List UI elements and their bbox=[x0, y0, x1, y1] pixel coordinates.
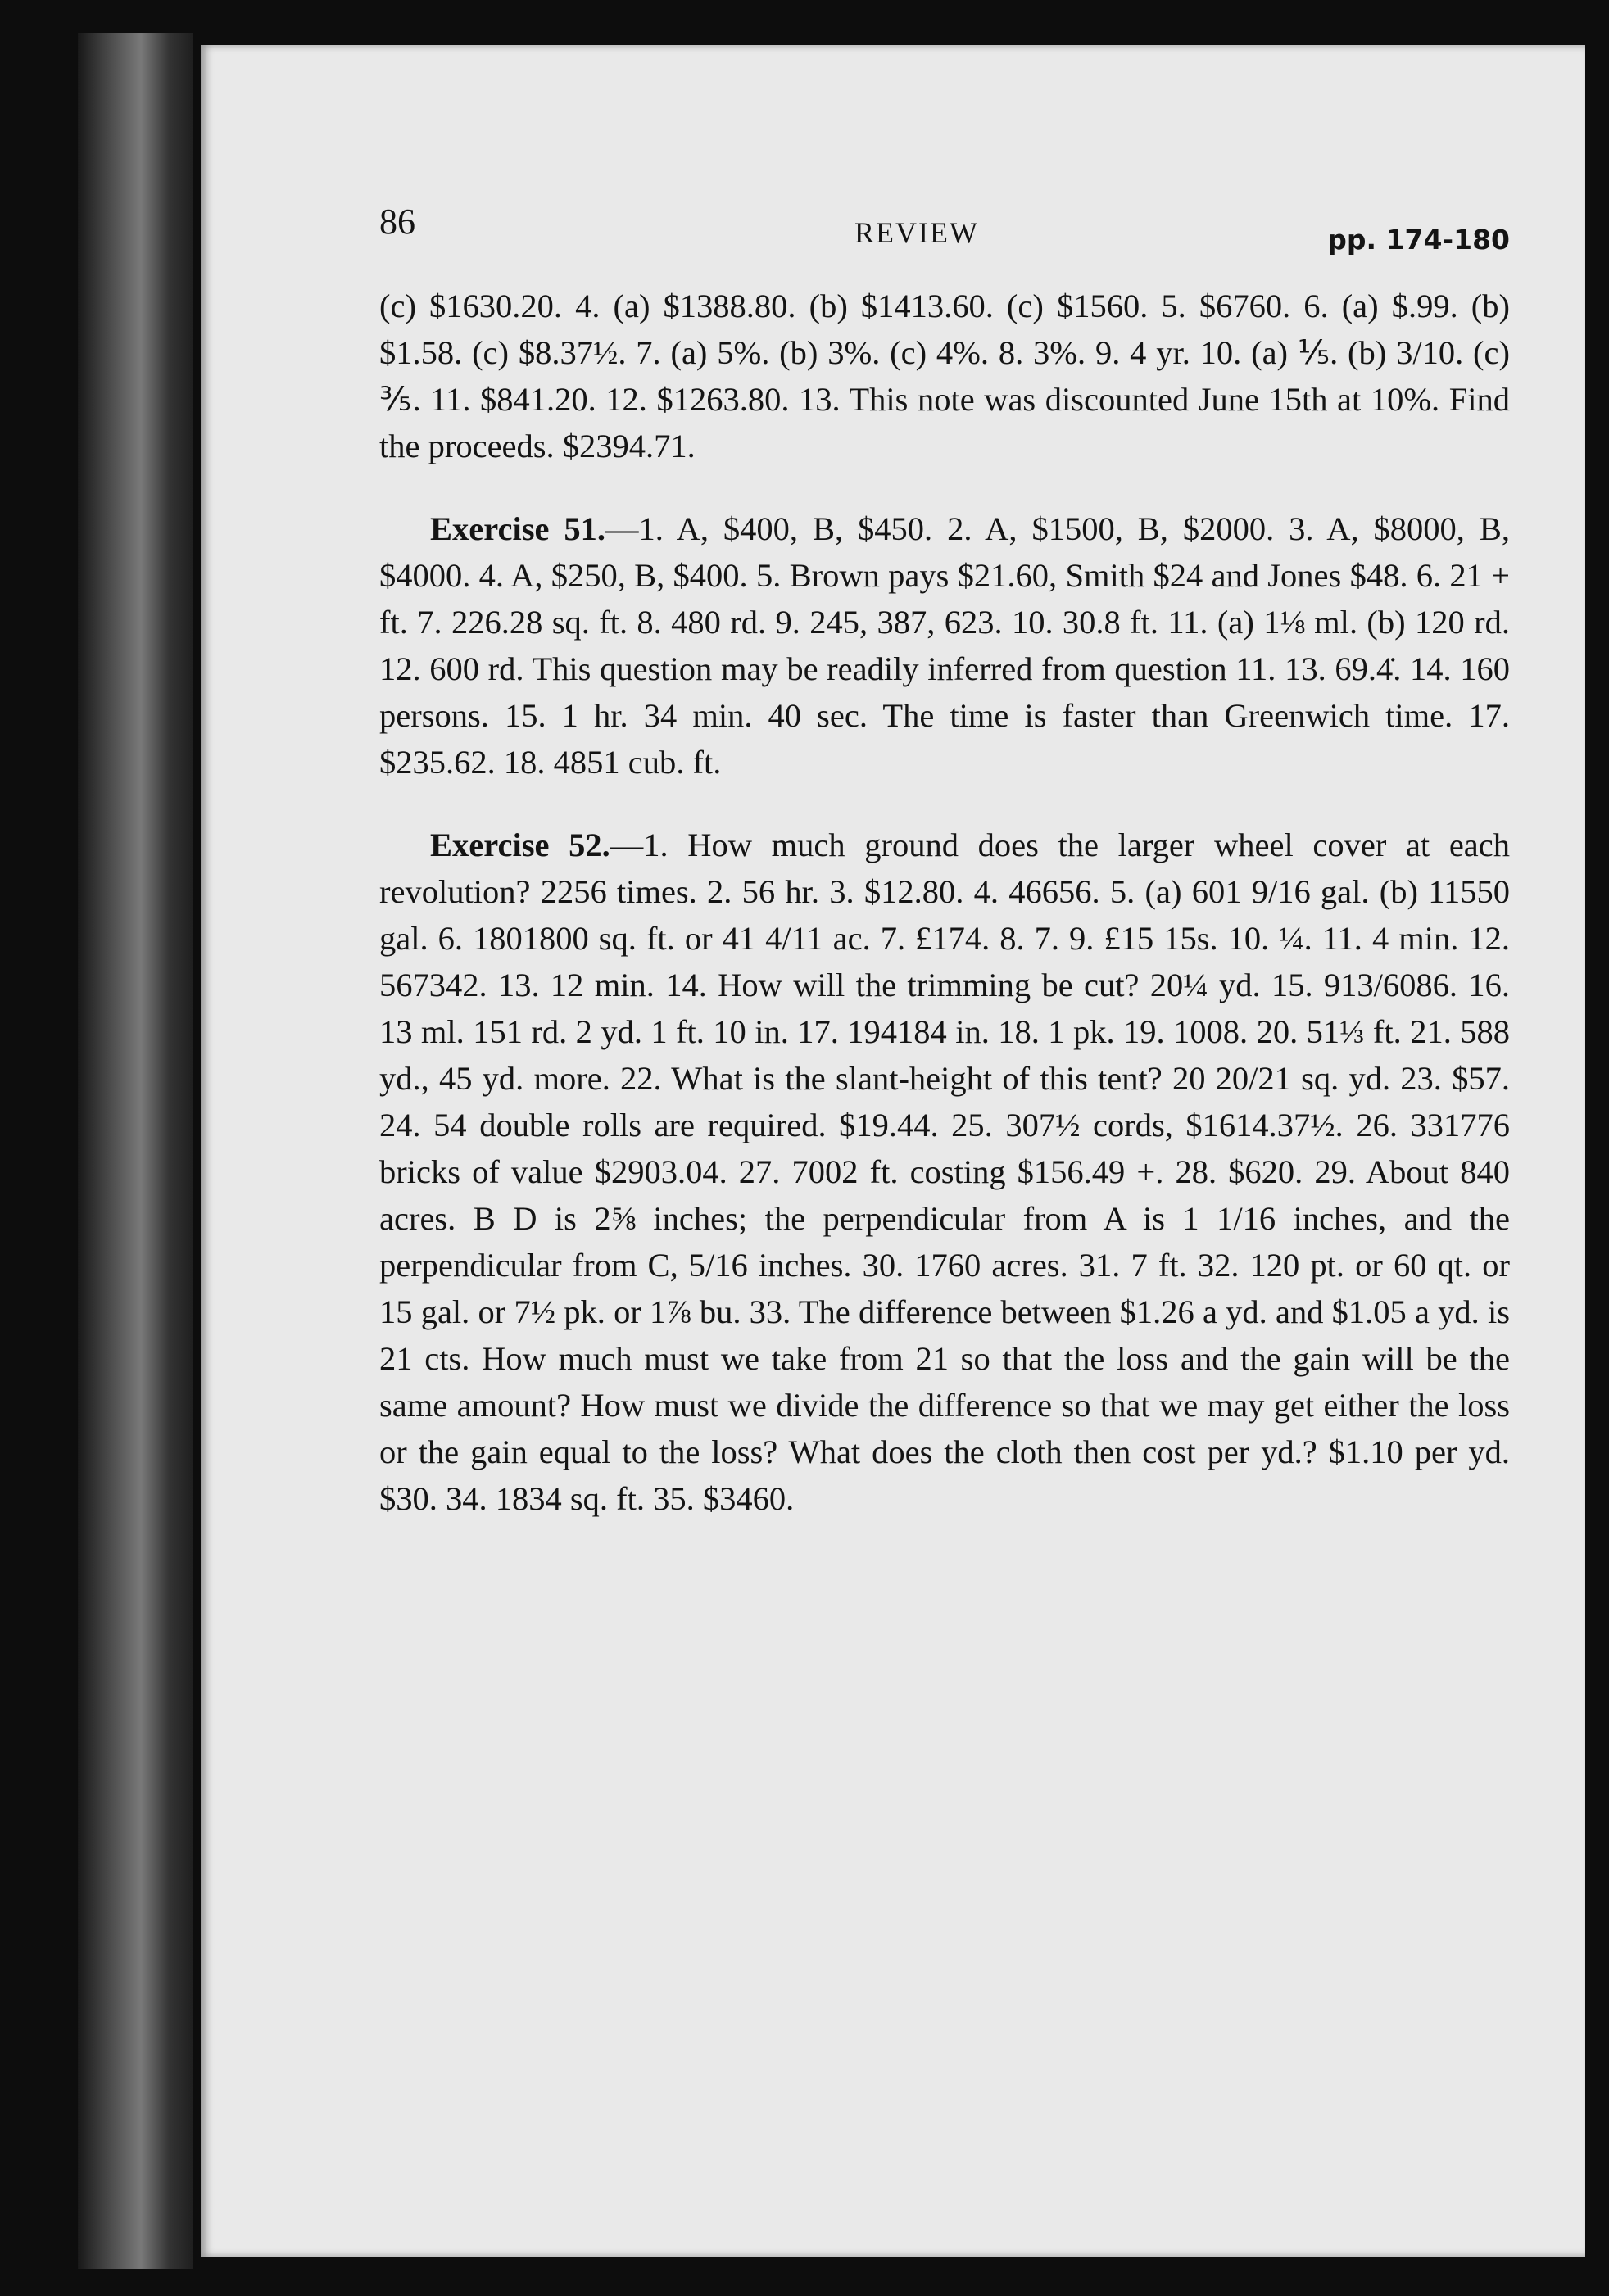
book-spine-edge bbox=[78, 33, 193, 2269]
exercise-52-text: —1. How much ground does the larger wheel cover at each revolution? 2256 times. 2. 56 hr. 3. $12.80. 4. 46656. 5. (a) 601 9/16 gal. (b) 11550 gal. 6. 1801800 sq. ft. or 41 4/11 ac. 7. £174. 8. 7. 9. £15 15s. 10. ¼. 11. 4 min. 12. 567342. 13. 12 min. 14. How will the trimming be cut? 20¼ yd. 15. 913/6086. 16. 13 ml. 151 rd. 2 yd. 1 ft. 10 in. 17. 194184 in. 18. 1 pk. 19. 1008. 20. 51⅓ ft. 21. 588 yd., 45 yd. more. 22. What is the slant-height of this tent? 20 20/21 sq. yd. 23. $57. 24. 54 double rolls are required. $19.44. 25. 307½ cords, $1614.37½. 26. 331776 bricks of value $2903.04. 27. 7002 ft. costing $156.49 +. 28. $620. 29. About 840 acres. B D is 2⅝ inches; the perpendicular from A is 1 1/16 inches, and the perpendicular from C, 5/16 inches. 30. 1760 acres. 31. 7 ft. 32. 120 pt. or 60 qt. or 15 gal. or 7½ pk. or 1⅞ bu. 33. The difference between $1.26 a yd. and $1.05 a yd. is 21 cts. How much must we take from 21 so that the loss and the gain will be the same amount? How must we divide the difference so that we may get either the loss or the gain equal to the loss? What does the cloth then cost per yd.? $1.10 per yd. $30. 34. 1834 sq. ft. 35. $3460. bbox=[379, 826, 1511, 1517]
paragraph-text: (c) $1630.20. 4. (a) $1388.80. (b) $1413.60. (c) $1560. 5. $6760. 6. (a) $.99. (b) $1.58. (c) $8.37½. 7. (a) 5%. (b) 3%. (c) 4%. 8. 3%. 9. 4 yr. 10. (a) ⅕. (b) 3/10. (c) ⅗. 11. $841.20. 12. $1263.80. 13. This note was discounted June 15th at 10%. Find the proceeds. $2394.71. bbox=[379, 288, 1510, 464]
exercise-51-text: —1. A, $400, B, $450. 2. A, $1500, B, $2000. 3. A, $8000, B, $4000. 4. A, $250, B, $400. 5. Brown pays $21.60, Smith $24 and Jones $48. 6. 21 + ft. 7. 226.28 sq. ft. 8. 480 rd. 9. 245, 387, 623. 10. 30.8 ft. 11. (a) 1⅛ ml. (b) 120 rd. 12. 600 rd. This question may be readily inferred from question 11. 13. 69.4̇. 14. 160 persons. 15. 1 hr. 34 min. 40 sec. The time is faster than Greenwich time. 17. $235.62. 18. 4851 cub. ft. bbox=[379, 510, 1510, 781]
answers-paragraph-continued bbox=[379, 283, 1510, 469]
exercise-52-paragraph bbox=[379, 822, 1510, 1522]
exercise-51-paragraph bbox=[379, 505, 1510, 786]
book-page bbox=[201, 45, 1585, 2257]
running-head bbox=[379, 201, 1510, 274]
page-number: 86 bbox=[379, 202, 415, 242]
page-content bbox=[379, 201, 1510, 1522]
running-title: REVIEW bbox=[854, 216, 979, 249]
exercise-51-label: Exercise 51. bbox=[430, 510, 606, 547]
exercise-52-label: Exercise 52. bbox=[430, 826, 610, 863]
page-range: pp. 174-180 bbox=[1327, 224, 1510, 256]
